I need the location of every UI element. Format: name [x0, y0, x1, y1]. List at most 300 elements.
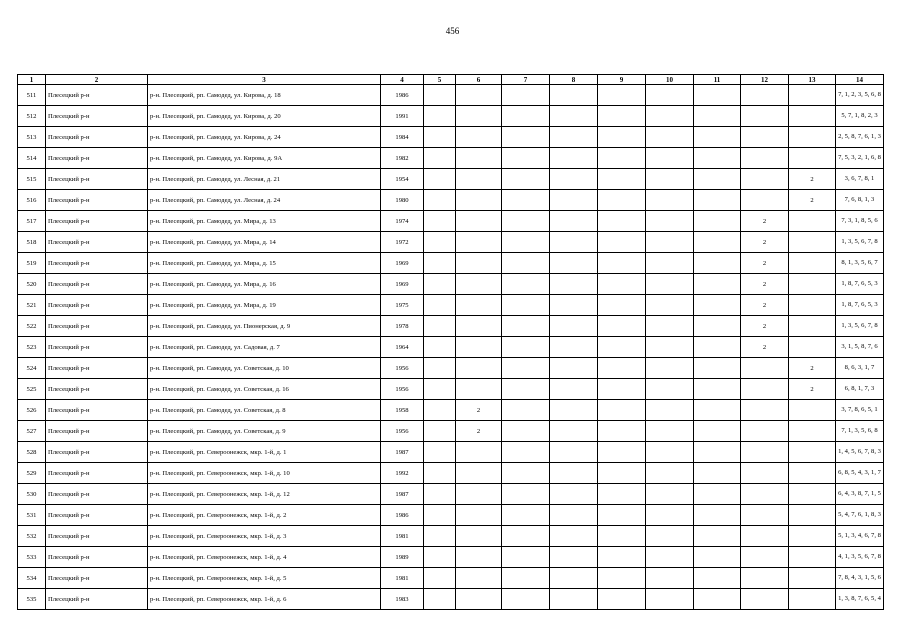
col5-cell	[424, 421, 456, 442]
district-cell: Плесецкий р-н	[46, 442, 148, 463]
column-header-7: 7	[502, 75, 550, 85]
table-row	[18, 148, 884, 169]
district-cell: Плесецкий р-н	[46, 421, 148, 442]
col7-cell	[502, 442, 550, 463]
column-header-3: 3	[148, 75, 381, 85]
col10-cell	[646, 316, 694, 337]
col8-cell	[550, 421, 598, 442]
address-cell: р-н. Плесецкий, рп. Самодед, ул. Советская, д. 8	[148, 400, 381, 421]
col6-cell	[456, 127, 502, 148]
col9-cell	[598, 421, 646, 442]
col9-cell	[598, 505, 646, 526]
col14-cell: 3, 1, 5, 8, 7, 6	[836, 337, 884, 358]
row-number-cell: 533	[18, 547, 46, 568]
district-cell: Плесецкий р-н	[46, 400, 148, 421]
col6-cell	[456, 169, 502, 190]
table-row	[18, 589, 884, 610]
col14-cell: 1, 3, 5, 6, 7, 8	[836, 316, 884, 337]
col8-cell	[550, 127, 598, 148]
col13-cell	[789, 106, 836, 127]
col9-cell	[598, 316, 646, 337]
col14-cell: 1, 3, 8, 7, 6, 5, 4	[836, 589, 884, 610]
district-cell: Плесецкий р-н	[46, 337, 148, 358]
col13-cell	[789, 505, 836, 526]
col7-cell	[502, 127, 550, 148]
col13-cell	[789, 295, 836, 316]
col8-cell	[550, 85, 598, 106]
col13-cell	[789, 568, 836, 589]
table-row	[18, 274, 884, 295]
year-cell: 1969	[381, 274, 424, 295]
col7-cell	[502, 505, 550, 526]
col10-cell	[646, 211, 694, 232]
col12-cell	[741, 85, 789, 106]
address-cell: р-н. Плесецкий, рп. Североонежск, мкр. 1-й, д. 6	[148, 589, 381, 610]
district-cell: Плесецкий р-н	[46, 526, 148, 547]
table-row	[18, 358, 884, 379]
col13-cell: 2	[789, 190, 836, 211]
address-cell: р-н. Плесецкий, рп. Самодед, ул. Кирова, д. 24	[148, 127, 381, 148]
table-row	[18, 295, 884, 316]
col8-cell	[550, 568, 598, 589]
col7-cell	[502, 316, 550, 337]
col11-cell	[694, 400, 741, 421]
district-cell: Плесецкий р-н	[46, 295, 148, 316]
address-cell: р-н. Плесецкий, рп. Североонежск, мкр. 1-й, д. 12	[148, 484, 381, 505]
district-cell: Плесецкий р-н	[46, 85, 148, 106]
district-cell: Плесецкий р-н	[46, 547, 148, 568]
table-row	[18, 316, 884, 337]
district-cell: Плесецкий р-н	[46, 106, 148, 127]
col10-cell	[646, 274, 694, 295]
col14-cell: 7, 6, 8, 1, 3	[836, 190, 884, 211]
row-number-cell: 525	[18, 379, 46, 400]
col11-cell	[694, 148, 741, 169]
col8-cell	[550, 106, 598, 127]
col5-cell	[424, 568, 456, 589]
col11-cell	[694, 568, 741, 589]
year-cell: 1987	[381, 484, 424, 505]
col12-cell	[741, 127, 789, 148]
address-cell: р-н. Плесецкий, рп. Североонежск, мкр. 1-й, д. 5	[148, 568, 381, 589]
col11-cell	[694, 190, 741, 211]
year-cell: 1974	[381, 211, 424, 232]
col9-cell	[598, 337, 646, 358]
table-body	[18, 85, 884, 610]
table-header	[18, 75, 884, 85]
col6-cell	[456, 463, 502, 484]
row-number-cell: 515	[18, 169, 46, 190]
col7-cell	[502, 568, 550, 589]
address-cell: р-н. Плесецкий, рп. Самодед, ул. Мира, д. 15	[148, 253, 381, 274]
column-header-13: 13	[789, 75, 836, 85]
row-number-cell: 516	[18, 190, 46, 211]
row-number-cell: 530	[18, 484, 46, 505]
col14-cell: 6, 8, 5, 4, 3, 1, 7	[836, 463, 884, 484]
page-number: 456	[445, 26, 460, 36]
col5-cell	[424, 526, 456, 547]
col8-cell	[550, 505, 598, 526]
district-cell: Плесецкий р-н	[46, 253, 148, 274]
col6-cell	[456, 442, 502, 463]
col7-cell	[502, 421, 550, 442]
district-cell: Плесецкий р-н	[46, 484, 148, 505]
col11-cell	[694, 526, 741, 547]
col11-cell	[694, 358, 741, 379]
col6-cell	[456, 337, 502, 358]
col11-cell	[694, 274, 741, 295]
col10-cell	[646, 148, 694, 169]
col12-cell	[741, 526, 789, 547]
row-number-cell: 528	[18, 442, 46, 463]
col10-cell	[646, 547, 694, 568]
col7-cell	[502, 337, 550, 358]
col6-cell	[456, 358, 502, 379]
col5-cell	[424, 463, 456, 484]
col11-cell	[694, 106, 741, 127]
col13-cell: 2	[789, 358, 836, 379]
col12-cell: 2	[741, 232, 789, 253]
col12-cell	[741, 589, 789, 610]
table-row	[18, 232, 884, 253]
district-cell: Плесецкий р-н	[46, 127, 148, 148]
district-cell: Плесецкий р-н	[46, 568, 148, 589]
col5-cell	[424, 337, 456, 358]
col9-cell	[598, 568, 646, 589]
col10-cell	[646, 526, 694, 547]
col9-cell	[598, 148, 646, 169]
table-row	[18, 484, 884, 505]
col8-cell	[550, 316, 598, 337]
column-header-14: 14	[836, 75, 884, 85]
col9-cell	[598, 85, 646, 106]
col10-cell	[646, 358, 694, 379]
col8-cell	[550, 526, 598, 547]
row-number-cell: 517	[18, 211, 46, 232]
col7-cell	[502, 400, 550, 421]
col9-cell	[598, 379, 646, 400]
col7-cell	[502, 463, 550, 484]
col10-cell	[646, 127, 694, 148]
address-cell: р-н. Плесецкий, рп. Самодед, ул. Мира, д. 19	[148, 295, 381, 316]
row-number-cell: 518	[18, 232, 46, 253]
table-row	[18, 442, 884, 463]
col11-cell	[694, 379, 741, 400]
column-header-6: 6	[456, 75, 502, 85]
col14-cell: 7, 1, 2, 3, 5, 6, 8	[836, 85, 884, 106]
row-number-cell: 531	[18, 505, 46, 526]
col14-cell: 3, 6, 7, 8, 1	[836, 169, 884, 190]
col6-cell	[456, 253, 502, 274]
column-header-10: 10	[646, 75, 694, 85]
column-header-1: 1	[18, 75, 46, 85]
address-cell: р-н. Плесецкий, рп. Самодед, ул. Кирова, д. 18	[148, 85, 381, 106]
address-cell: р-н. Плесецкий, рп. Североонежск, мкр. 1-й, д. 1	[148, 442, 381, 463]
district-cell: Плесецкий р-н	[46, 190, 148, 211]
col7-cell	[502, 589, 550, 610]
district-cell: Плесецкий р-н	[46, 358, 148, 379]
col8-cell	[550, 484, 598, 505]
col14-cell: 1, 8, 7, 6, 5, 3	[836, 295, 884, 316]
col5-cell	[424, 211, 456, 232]
col5-cell	[424, 85, 456, 106]
column-header-8: 8	[550, 75, 598, 85]
col6-cell	[456, 379, 502, 400]
column-header-12: 12	[741, 75, 789, 85]
col13-cell	[789, 463, 836, 484]
table-row	[18, 505, 884, 526]
district-cell: Плесецкий р-н	[46, 379, 148, 400]
col10-cell	[646, 421, 694, 442]
table-row	[18, 85, 884, 106]
year-cell: 1978	[381, 316, 424, 337]
col14-cell: 5, 7, 1, 8, 2, 3	[836, 106, 884, 127]
col11-cell	[694, 295, 741, 316]
col11-cell	[694, 169, 741, 190]
col6-cell	[456, 274, 502, 295]
col13-cell	[789, 337, 836, 358]
year-cell: 1956	[381, 421, 424, 442]
year-cell: 1975	[381, 295, 424, 316]
col14-cell: 8, 6, 3, 1, 7	[836, 358, 884, 379]
row-number-cell: 514	[18, 148, 46, 169]
col7-cell	[502, 295, 550, 316]
col12-cell	[741, 484, 789, 505]
col14-cell: 1, 8, 7, 6, 5, 3	[836, 274, 884, 295]
col14-cell: 6, 8, 1, 7, 3	[836, 379, 884, 400]
col11-cell	[694, 337, 741, 358]
col9-cell	[598, 589, 646, 610]
col6-cell	[456, 232, 502, 253]
col11-cell	[694, 85, 741, 106]
col14-cell: 8, 1, 3, 5, 6, 7	[836, 253, 884, 274]
col5-cell	[424, 190, 456, 211]
row-number-cell: 521	[18, 295, 46, 316]
col6-cell	[456, 547, 502, 568]
col6-cell	[456, 106, 502, 127]
year-cell: 1986	[381, 85, 424, 106]
col6-cell	[456, 211, 502, 232]
col14-cell: 4, 1, 3, 5, 6, 7, 8	[836, 547, 884, 568]
table-row	[18, 127, 884, 148]
col7-cell	[502, 358, 550, 379]
table-row	[18, 190, 884, 211]
row-number-cell: 524	[18, 358, 46, 379]
row-number-cell: 520	[18, 274, 46, 295]
col12-cell	[741, 505, 789, 526]
col7-cell	[502, 211, 550, 232]
col13-cell	[789, 484, 836, 505]
row-number-cell: 523	[18, 337, 46, 358]
col12-cell: 2	[741, 316, 789, 337]
district-cell: Плесецкий р-н	[46, 274, 148, 295]
col5-cell	[424, 295, 456, 316]
col13-cell	[789, 148, 836, 169]
district-cell: Плесецкий р-н	[46, 148, 148, 169]
col6-cell	[456, 190, 502, 211]
col5-cell	[424, 148, 456, 169]
table-row	[18, 211, 884, 232]
district-cell: Плесецкий р-н	[46, 232, 148, 253]
address-cell: р-н. Плесецкий, рп. Самодед, ул. Советская, д. 10	[148, 358, 381, 379]
address-cell: р-н. Плесецкий, рп. Самодед, ул. Кирова, д. 20	[148, 106, 381, 127]
col6-cell: 2	[456, 400, 502, 421]
district-cell: Плесецкий р-н	[46, 463, 148, 484]
table-row	[18, 106, 884, 127]
col6-cell	[456, 316, 502, 337]
col7-cell	[502, 169, 550, 190]
year-cell: 1954	[381, 169, 424, 190]
col12-cell	[741, 568, 789, 589]
col6-cell	[456, 505, 502, 526]
col13-cell	[789, 211, 836, 232]
col8-cell	[550, 190, 598, 211]
col14-cell: 7, 8, 4, 3, 1, 5, 6	[836, 568, 884, 589]
address-cell: р-н. Плесецкий, рп. Самодед, ул. Советская, д. 9	[148, 421, 381, 442]
col9-cell	[598, 127, 646, 148]
address-cell: р-н. Плесецкий, рп. Североонежск, мкр. 1-й, д. 4	[148, 547, 381, 568]
year-cell: 1991	[381, 106, 424, 127]
col8-cell	[550, 337, 598, 358]
col9-cell	[598, 274, 646, 295]
col10-cell	[646, 463, 694, 484]
col11-cell	[694, 505, 741, 526]
col10-cell	[646, 232, 694, 253]
col7-cell	[502, 190, 550, 211]
col8-cell	[550, 379, 598, 400]
col14-cell: 1, 3, 5, 6, 7, 8	[836, 232, 884, 253]
column-header-2: 2	[46, 75, 148, 85]
col10-cell	[646, 589, 694, 610]
col7-cell	[502, 274, 550, 295]
col12-cell	[741, 547, 789, 568]
col5-cell	[424, 169, 456, 190]
col12-cell: 2	[741, 295, 789, 316]
col11-cell	[694, 127, 741, 148]
col8-cell	[550, 400, 598, 421]
col9-cell	[598, 526, 646, 547]
col8-cell	[550, 169, 598, 190]
col5-cell	[424, 358, 456, 379]
col8-cell	[550, 148, 598, 169]
col10-cell	[646, 106, 694, 127]
table-row	[18, 169, 884, 190]
column-header-5: 5	[424, 75, 456, 85]
col6-cell	[456, 484, 502, 505]
row-number-cell: 519	[18, 253, 46, 274]
col5-cell	[424, 127, 456, 148]
year-cell: 1987	[381, 442, 424, 463]
col14-cell: 1, 4, 5, 6, 7, 8, 3	[836, 442, 884, 463]
year-cell: 1981	[381, 568, 424, 589]
col5-cell	[424, 547, 456, 568]
address-cell: р-н. Плесецкий, рп. Самодед, ул. Мира, д. 16	[148, 274, 381, 295]
col13-cell	[789, 547, 836, 568]
district-cell: Плесецкий р-н	[46, 505, 148, 526]
year-cell: 1984	[381, 127, 424, 148]
col12-cell: 2	[741, 337, 789, 358]
address-cell: р-н. Плесецкий, рп. Самодед, ул. Мира, д. 13	[148, 211, 381, 232]
col12-cell: 2	[741, 253, 789, 274]
col10-cell	[646, 337, 694, 358]
col10-cell	[646, 379, 694, 400]
col11-cell	[694, 211, 741, 232]
address-cell: р-н. Плесецкий, рп. Самодед, ул. Садовая, д. 7	[148, 337, 381, 358]
col13-cell	[789, 400, 836, 421]
year-cell: 1958	[381, 400, 424, 421]
col13-cell	[789, 442, 836, 463]
table-row	[18, 379, 884, 400]
col11-cell	[694, 421, 741, 442]
col9-cell	[598, 169, 646, 190]
col9-cell	[598, 547, 646, 568]
col7-cell	[502, 232, 550, 253]
col5-cell	[424, 253, 456, 274]
col9-cell	[598, 442, 646, 463]
col10-cell	[646, 253, 694, 274]
header-row	[18, 75, 884, 85]
col5-cell	[424, 400, 456, 421]
col12-cell	[741, 400, 789, 421]
col10-cell	[646, 505, 694, 526]
col6-cell	[456, 568, 502, 589]
col11-cell	[694, 589, 741, 610]
col5-cell	[424, 379, 456, 400]
address-cell: р-н. Плесецкий, рп. Самодед, ул. Лесная, д. 24	[148, 190, 381, 211]
col8-cell	[550, 274, 598, 295]
district-cell: Плесецкий р-н	[46, 316, 148, 337]
col14-cell: 6, 4, 3, 8, 7, 1, 5	[836, 484, 884, 505]
col8-cell	[550, 232, 598, 253]
col14-cell: 3, 7, 8, 6, 5, 1	[836, 400, 884, 421]
col7-cell	[502, 526, 550, 547]
col10-cell	[646, 568, 694, 589]
col7-cell	[502, 484, 550, 505]
row-number-cell: 535	[18, 589, 46, 610]
address-cell: р-н. Плесецкий, рп. Североонежск, мкр. 1-й, д. 2	[148, 505, 381, 526]
col7-cell	[502, 547, 550, 568]
col13-cell	[789, 274, 836, 295]
year-cell: 1983	[381, 589, 424, 610]
table-row	[18, 253, 884, 274]
col11-cell	[694, 547, 741, 568]
year-cell: 1980	[381, 190, 424, 211]
col8-cell	[550, 589, 598, 610]
col6-cell	[456, 148, 502, 169]
col10-cell	[646, 190, 694, 211]
district-cell: Плесецкий р-н	[46, 211, 148, 232]
col13-cell	[789, 316, 836, 337]
col5-cell	[424, 505, 456, 526]
year-cell: 1992	[381, 463, 424, 484]
col7-cell	[502, 379, 550, 400]
row-number-cell: 526	[18, 400, 46, 421]
col12-cell	[741, 148, 789, 169]
row-number-cell: 527	[18, 421, 46, 442]
row-number-cell: 511	[18, 85, 46, 106]
col12-cell	[741, 442, 789, 463]
col12-cell: 2	[741, 274, 789, 295]
address-cell: р-н. Плесецкий, рп. Североонежск, мкр. 1-й, д. 10	[148, 463, 381, 484]
col13-cell	[789, 526, 836, 547]
col12-cell	[741, 106, 789, 127]
year-cell: 1964	[381, 337, 424, 358]
row-number-cell: 534	[18, 568, 46, 589]
col11-cell	[694, 463, 741, 484]
col7-cell	[502, 253, 550, 274]
col10-cell	[646, 169, 694, 190]
col8-cell	[550, 295, 598, 316]
